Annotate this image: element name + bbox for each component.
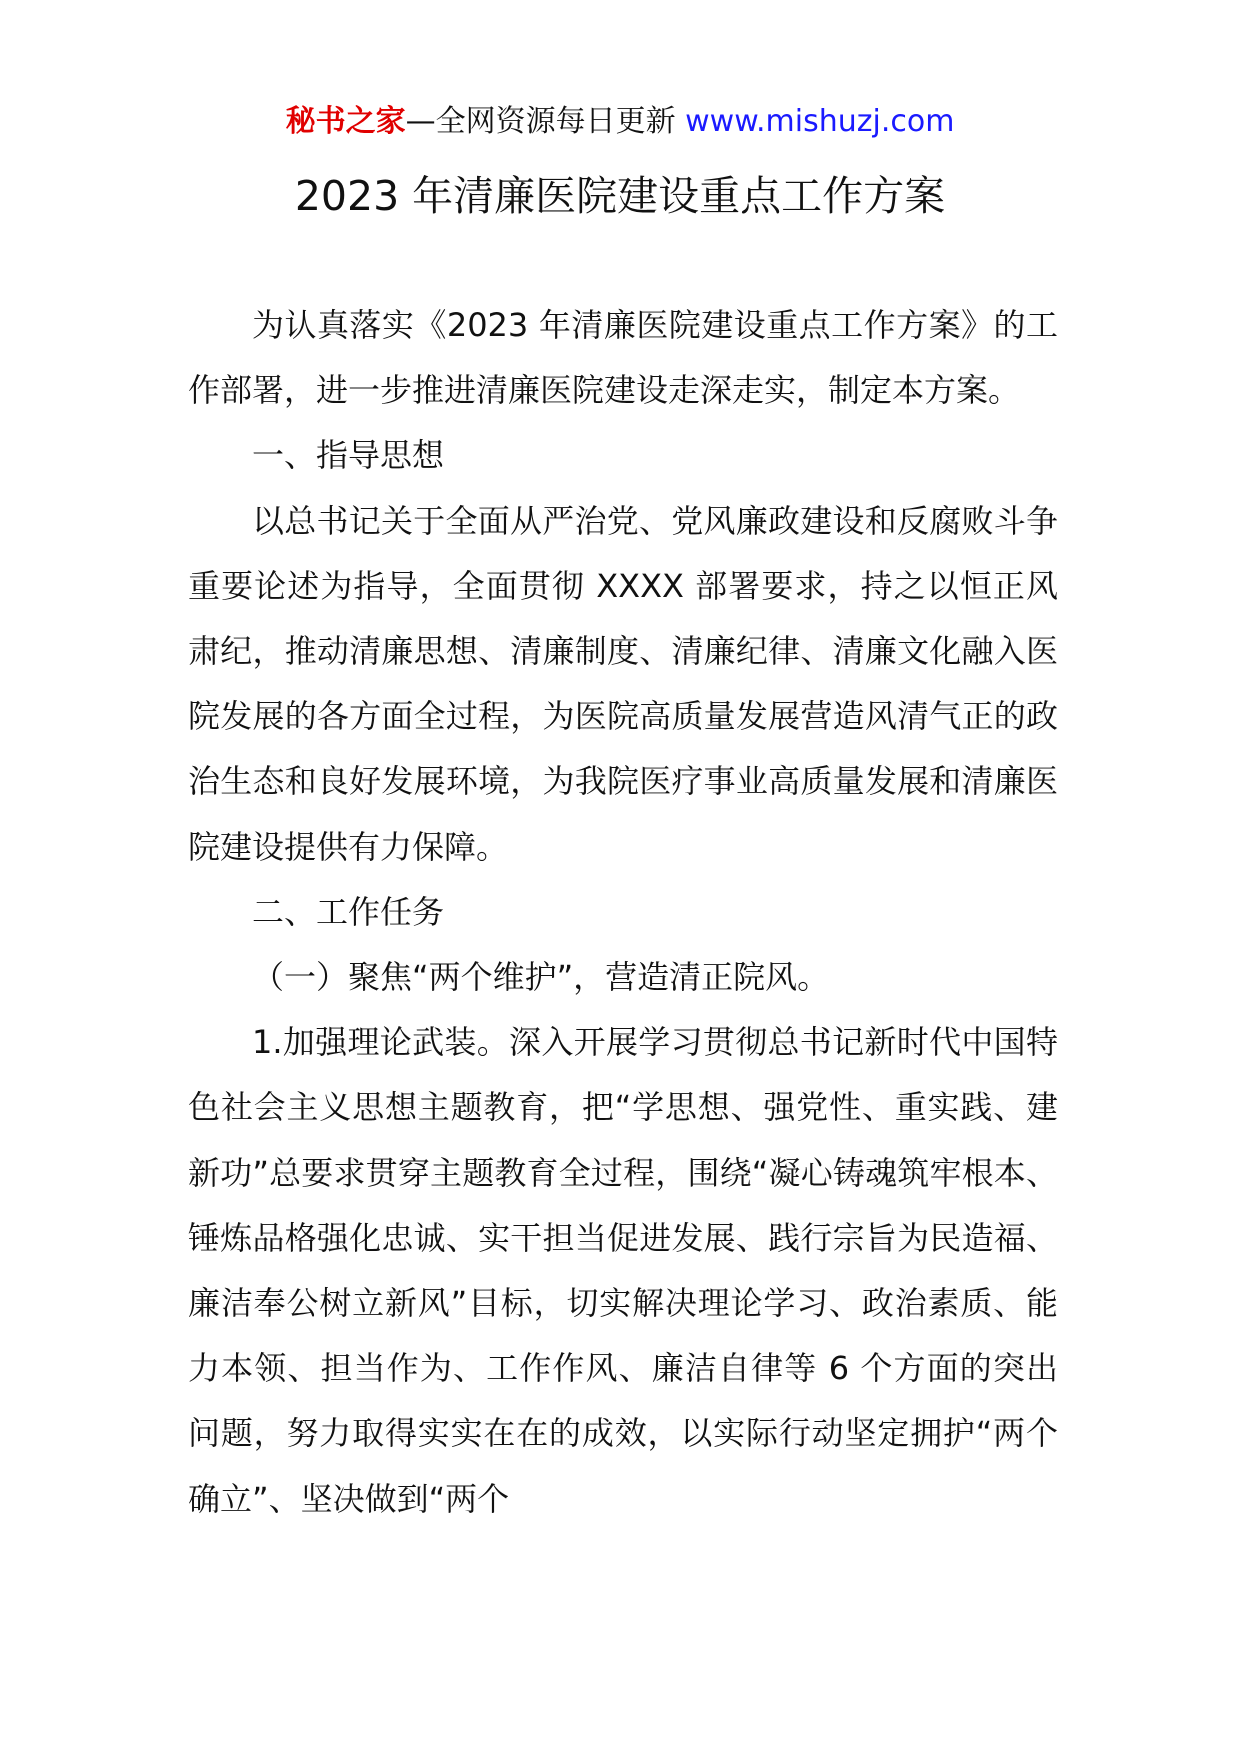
document-body <box>188 293 1058 1532</box>
section-heading-work-tasks: 二、工作任务 <box>252 892 445 931</box>
subsection-heading-1: （一）聚焦“两个维护”，营造清正院风。 <box>252 958 830 997</box>
document-title: 2023 年清廉医院建设重点工作方案 <box>294 172 946 220</box>
site-header <box>0 100 1240 144</box>
site-tagline: —全网资源每日更新 <box>405 104 676 139</box>
task-paragraph-1: 1.加强理论武装。深入开展学习贯彻总书记新时代中国特色社会主义思想主题教育，把“学思想、强党性、重实践、建新功”总要求贯穿主题教育全过程，围绕“凝心铸魂筑牢根本、锤炼品格强化忠诚、实干担当促进发展、践行宗旨为民造福、廉洁奉公树立新风”目标，切实解决理论学习、政治素质、能力本领、担当作为、工作作风、廉洁自律等 6 个方面的突出问题，努力取得实实在在的成效，以实际行动坚定拥护“两个确立”、坚决做到“两个 <box>188 1023 1058 1518</box>
guiding-ideology-paragraph: 以总书记关于全面从严治党、党风廉政建设和反腐败斗争重要论述为指导，全面贯彻 XXXX 部署要求，持之以恒正风肃纪，推动清廉思想、清廉制度、清廉纪律、清廉文化融入医院发展的各方面全过程，为医院高质量发展营造风清气正的政治生态和良好发展环境，为我院医疗事业高质量发展和清廉医院建设提供有力保障。 <box>188 501 1058 866</box>
intro-paragraph: 为认真落实《2023 年清廉医院建设重点工作方案》的工作部署，进一步推进清廉医院建设走深走实，制定本方案。 <box>188 306 1058 410</box>
site-url-link[interactable]: www.mishuzj.com <box>685 104 955 139</box>
section-heading-guiding-ideology: 一、指导思想 <box>252 436 445 475</box>
site-brand: 秘书之家 <box>285 104 406 139</box>
